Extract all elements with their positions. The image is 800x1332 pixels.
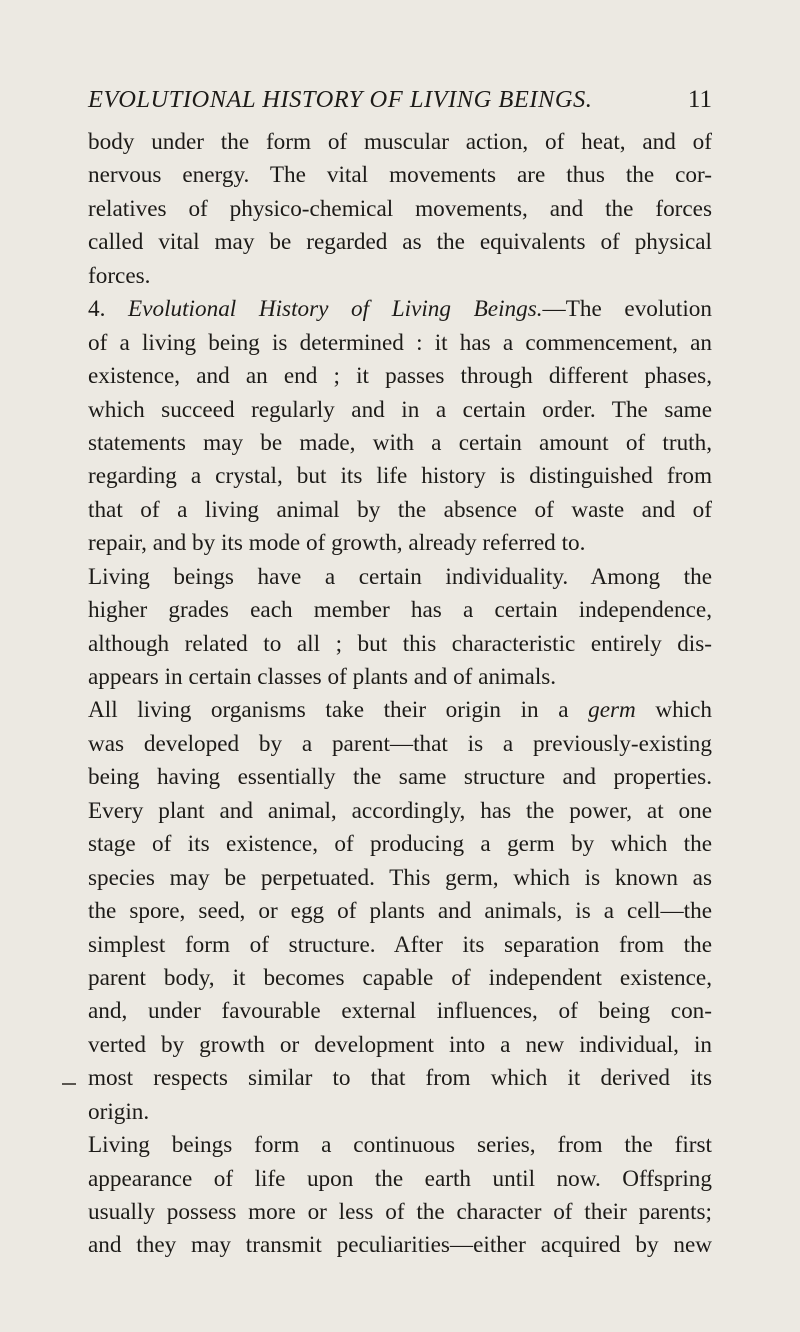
body-text bbox=[88, 126, 712, 1263]
text-line: Every plant and animal, accordingly, has the power, at one bbox=[88, 797, 712, 824]
page-number: 11 bbox=[687, 86, 712, 113]
text-line: higher grades each member has a certain independence, bbox=[88, 597, 712, 624]
text-line: the spore, seed, or egg of plants and animals, is a cell—the bbox=[88, 898, 712, 925]
text-line: regarding a crystal, but its life history is distinguished from bbox=[88, 463, 712, 490]
text-line: stage of its existence, of producing a germ by which the bbox=[88, 831, 712, 858]
text-line: most respects similar to that from which it derived its bbox=[88, 1065, 712, 1092]
text-line: being having essentially the same structure and properties. bbox=[88, 764, 712, 791]
section-heading-line: 4. Evolutional History of Living Beings.—The evolution bbox=[88, 296, 712, 323]
text-line: statements may be made, with a certain amount of truth, bbox=[88, 429, 712, 456]
text-line: existence, and an end ; it passes through different phases, bbox=[88, 363, 712, 390]
germ-emphasis: germ bbox=[588, 697, 636, 724]
text-line: parent body, it becomes capable of independent existence, bbox=[88, 964, 712, 991]
text-line: All living organisms take their origin in a germ which bbox=[88, 697, 712, 724]
running-header bbox=[88, 86, 712, 122]
text-line: was developed by a parent—that is a previously-existing bbox=[88, 730, 712, 757]
text-line: and they may transmit peculiarities—either acquired by new bbox=[88, 1232, 712, 1259]
text-line: verted by growth or development into a new individual, in bbox=[88, 1031, 712, 1058]
text-line: of a living being is determined : it has a commencement, an bbox=[88, 329, 712, 356]
text-line: called vital may be regarded as the equivalents of physical bbox=[88, 229, 712, 256]
text-line: relatives of physico-chemical movements, and the forces bbox=[88, 195, 712, 222]
margin-mark bbox=[62, 1083, 76, 1085]
text-line: which succeed regularly and in a certain order. The same bbox=[88, 396, 712, 423]
text-line: usually possess more or less of the character of their parents; bbox=[88, 1199, 712, 1225]
text-line: Living beings have a certain individuality. Among the bbox=[88, 563, 712, 590]
text-line: and, under favourable external influences, of being con- bbox=[88, 998, 712, 1025]
paragraph-end-line: forces. bbox=[88, 262, 151, 289]
text-line: species may be perpetuated. This germ, which is known as bbox=[88, 864, 712, 891]
text-line: nervous energy. The vital movements are thus the cor- bbox=[88, 162, 712, 189]
section-title: Evolutional History of Living Beings. bbox=[128, 296, 543, 323]
text-line: appearance of life upon the earth until now. Offspring bbox=[88, 1165, 712, 1192]
running-title: EVOLUTIONAL HISTORY OF LIVING BEINGS. bbox=[88, 86, 593, 113]
paragraph-end-line: origin. bbox=[88, 1098, 150, 1125]
paragraph-end-line: appears in certain classes of plants and of animals. bbox=[88, 664, 557, 690]
text-line: although related to all ; but this characteristic entirely dis- bbox=[88, 630, 712, 657]
text-line: Living beings form a continuous series, from the first bbox=[88, 1132, 712, 1159]
paragraph-end-line: repair, and by its mode of growth, already referred to. bbox=[88, 530, 586, 557]
text-line: that of a living animal by the absence of waste and of bbox=[88, 496, 712, 523]
text-line: body under the form of muscular action, of heat, and of bbox=[88, 129, 712, 155]
text-line: simplest form of structure. After its separation from the bbox=[88, 931, 712, 958]
